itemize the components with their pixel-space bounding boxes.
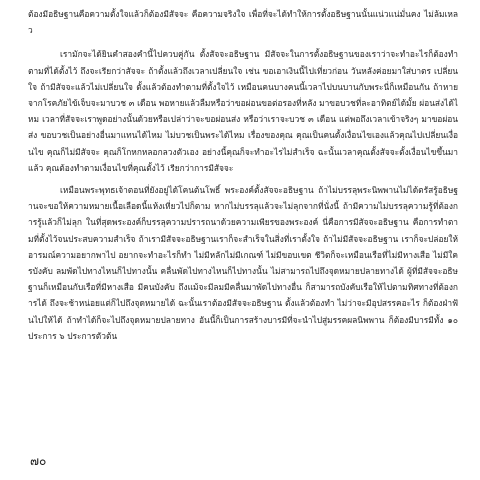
paragraph-1: ต้องมีอธิษฐานคือความตั้งใจแล้วก็ต้องมีสัจจะ คือความจริงใจ เพื่อที่จะได้ทำให้การตั้งอธิษฐานนั้นแน่วแน่มั่นคง ไม่ล้มเหลว [28, 9, 458, 36]
paragraph-3: เหมือนพระพุทธเจ้าตอนที่ยังอยู่ได้โคนต้นโพธิ์ พระองค์ตั้งสัจจะอธิษฐาน ถ้าไม่บรรลุพระนิพพานไม่ได้ตรัสรู้อธิษฐานจะขอให้ความหมายเนื้อเลือดนี้แห้งเหี่ยวไปก็ตาม หากไม่บรรลุแล้วจะไม่ลุกจากที่นั่งนี้ ถ้ามีความไม่บรรลุความรู้ที่ต้องการรู้แล้วก็ไม่ลุก ในที่สุดพระองค์ก็บรรลุความปรารถนาด้วยความเพียรของพระองค์ นี่คือการมีสัจจะอธิษฐาน คือการทำตามที่ตั้งไว้จนประสบความสำเร็จ ถ้าเรามีสัจจะอธิษฐานเราก็จะสำเร็จในสิ่งที่เราตั้งใจ ถ้าไม่มีสัจจะอธิษฐาน เราก็จะปล่อยให้อารมณ์ความอยากพาไป อยากจะทำอะไรก็ทำ ไม่มีหลักไม่มีเกณฑ์ ไม่มีขอบเขต ชีวิตก็จะเหมือนเรือที่ไม่มีหางเสือ ไม่มีใครบังคับ ลมพัดไปทางไหนก็ไปทางนั้น คลื่นพัดไปทางไหนก็ไปทางนั้น ไม่สามารถไปถึงจุดหมายปลายทางได้ ผู้ที่มีสัจจะอธิษฐานก็เหมือนกับเรือที่มีหางเสือ มีคนบังคับ ถึงแม้จะมีลมมีคลื่นมาพัดไปทางอื่น ก็สามารถบังคับเรือให้ไปตามทิศทางที่ต้องการได้ ถึงจะช้าหน่อยแต่ก็ไปถึงจุดหมายได้ ฉะนั้นเราต้องมีสัจจะอธิษฐาน ตั้งแล้วต้องทำ ไม่ว่าจะมีอุปสรรคอะไร ก็ต้องฝ่าฟันไปให้ได้ ถ้าทำได้ก็จะไปถึงจุดหมายปลายทาง อันนี้ก็เป็นการสร้างบารมีที่จะนำไปสู่มรรคผลนิพพาน ก็ต้องมีบารมีทั้ง ๑๐ ประการ ๖ ประการตัวต้น [28, 185, 458, 341]
page-number: ๗๐ [30, 454, 47, 468]
paragraph-2: เรามักจะได้ยินคำสองคำนี้ไปควบคู่กัน ตั้งสัจจะอธิษฐาน มีสัจจะในการตั้งอธิษฐานของเราว่าจะทำอะไรก็ต้องทำตามที่ได้ตั้งไว้ ถึงจะเรียกว่าสัจจะ ถ้าตั้งแล้วถึงเวลาเปลี่ยนใจ เช่น ขอเอาเงินนี้ไปเที่ยวก่อน วันหลังค่อยมาใส่บาตร เปลี่ยนใจ ถ้ามีสัจจะแล้วไม่เปลี่ยนใจ ตั้งแล้วต้องทำตามที่ตั้งใจไว้ เหมือนคนบางคนนี้เวลาไปบนบานกับพระนี่ก็เหมือนกัน ถ้าหายจากโรคภัยไข้เจ็บจะมาบวช ๓ เดือน พอหายแล้วลืมหรือว่าขอผ่อนขอต่อรองที่หลัง มาขอบวชที่ละอาทิตย์ได้มั้ย ผ่อนส่งได้ไหม เวลาที่สัจจะเราพูดอย่างนั้นด้วยหรือเปล่าว่าจะขอผ่อนส่ง หรือว่าเราจะบวช ๓ เดือน แต่พอถึงเวลาเข้าจริงๆ มาขอผ่อนส่ง ขอบวชเป็นอย่างอื่นมาแทนได้ไหม ไม่บวชเป็นพระได้ไหม เรื่องของคุณ คุณเป็นคนตั้งเงื่อนไขเองแล้วคุณไปเปลี่ยนเงื่อนไข คุณก็ไม่มีสัจจะ คุณก็โกหกหลอกลวงตัวเอง อย่างนี้คุณก็จะทำอะไรไม่สำเร็จ ฉะนั้นเวลาคุณตั้งสัจจะตั้งเงื่อนไขขึ้นมาแล้ว คุณต้องทำตามเงื่อนไขที่คุณตั้งไว้ เรียกว่าการมีสัจจะ [28, 49, 458, 173]
document-page [28, 6, 458, 344]
